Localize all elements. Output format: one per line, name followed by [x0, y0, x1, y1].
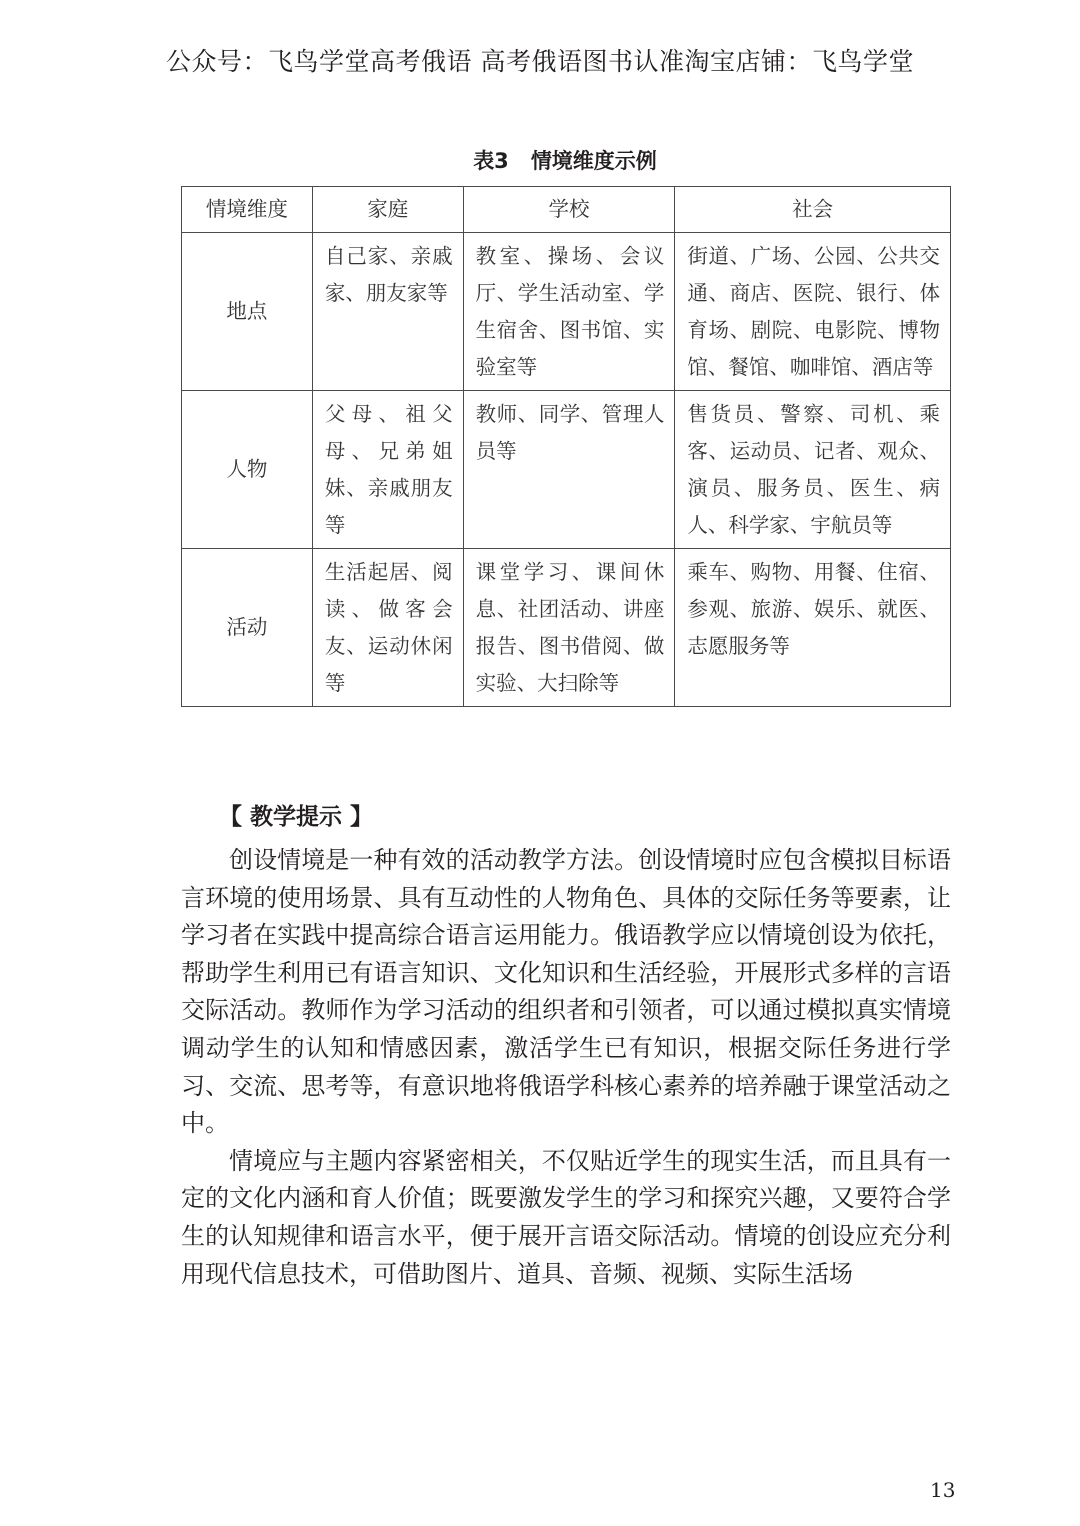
table-cell: 生活起居、阅读、做客会友、运动休闲等	[312, 549, 463, 707]
table-header-cell: 社会	[675, 187, 951, 233]
row-label: 活动	[182, 549, 313, 707]
paragraph: 创设情境是一种有效的活动教学方法。创设情境时应包含模拟目标语言环境的使用场景、具有互动性的人物角色、具体的交际任务等要素，让学习者在实践中提高综合语言运用能力。俄语教学应以情境创设为依托，帮助学生利用已有语言知识、文化知识和生活经验，开展形式多样的言语交际活动。教师作为学习活动的组织者和引领者，可以通过模拟真实情境调动学生的认知和情感因素，激活学生已有知识，根据交际任务进行学习、交流、思考等，有意识地将俄语学科核心素养的培养融于课堂活动之中。	[181, 846, 951, 1138]
table-cell: 课堂学习、课间休息、社团活动、讲座报告、图书借阅、做实验、大扫除等	[463, 549, 675, 707]
table-cell: 乘车、购物、用餐、住宿、参观、旅游、娱乐、就医、志愿服务等	[675, 549, 951, 707]
context-dimension-table	[181, 186, 951, 707]
table-cell: 售货员、警察、司机、乘客、运动员、记者、观众、演员、服务员、医生、病人、科学家、宇航员等	[675, 391, 951, 549]
table-caption-title: 情境维度示例	[530, 149, 657, 173]
table-cell: 教师、同学、管理人员等	[463, 391, 675, 549]
table-header-cell: 情境维度	[182, 187, 313, 233]
table-cell: 父母、祖父母、兄弟姐妹、亲戚朋友等	[312, 391, 463, 549]
table-header-cell: 家庭	[312, 187, 463, 233]
row-label: 地点	[182, 233, 313, 391]
table-header-cell: 学校	[463, 187, 675, 233]
row-label: 人物	[182, 391, 313, 549]
table-cell: 自己家、亲戚家、朋友家等	[312, 233, 463, 391]
page-number: 13	[930, 1478, 956, 1502]
paragraph: 情境应与主题内容紧密相关，不仅贴近学生的现实生活，而且具有一定的文化内涵和育人价值；既要激发学生的学习和探究兴趣，又要符合学生的认知规律和语言水平，便于展开言语交际活动。情境的创设应充分利用现代信息技术，可借助图片、道具、音频、视频、实际生活场	[181, 1146, 951, 1288]
table-cell: 街道、广场、公园、公共交通、商店、医院、银行、体育场、剧院、电影院、博物馆、餐馆、咖啡馆、酒店等	[675, 233, 951, 391]
table-row	[182, 233, 951, 391]
table-caption	[0, 145, 1080, 175]
page-header: 公众号：飞鸟学堂高考俄语 高考俄语图书认准淘宝店铺：飞鸟学堂	[166, 47, 914, 76]
table-cell: 教室、操场、会议厅、学生活动室、学生宿舍、图书馆、实验室等	[463, 233, 675, 391]
section-title: 【 教学提示 】	[219, 804, 374, 830]
table-row	[182, 549, 951, 707]
table-row	[182, 391, 951, 549]
section-body	[181, 842, 951, 1293]
table-header-row	[182, 187, 951, 233]
table-caption-number: 表3	[473, 149, 509, 173]
